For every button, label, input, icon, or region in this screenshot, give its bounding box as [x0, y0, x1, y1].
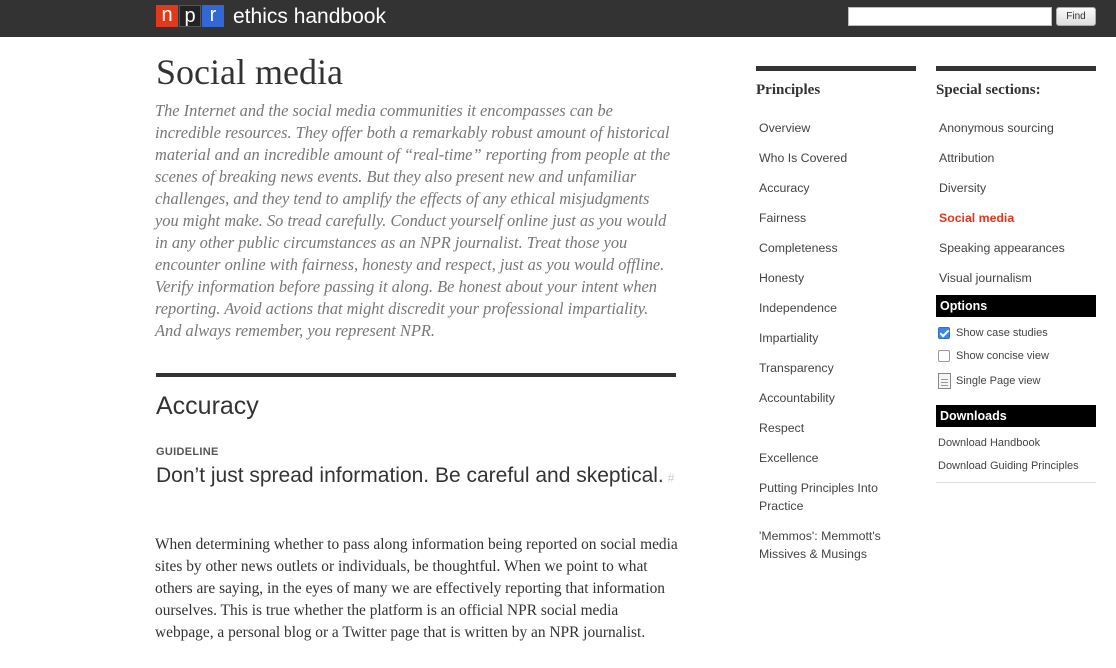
logo-letter-n: n: [156, 5, 178, 27]
guideline-label: GUIDELINE: [156, 446, 219, 458]
principles-item-overview[interactable]: Overview: [759, 121, 811, 135]
page-title: Social media: [156, 52, 343, 92]
principles-item-impartiality[interactable]: Impartiality: [759, 331, 819, 345]
search-input[interactable]: [848, 7, 1052, 26]
principles-item-fairness[interactable]: Fairness: [759, 211, 807, 225]
principles-item-respect[interactable]: Respect: [759, 421, 805, 435]
special-item-anonymous-sourcing[interactable]: Anonymous sourcing: [939, 121, 1054, 135]
guideline-heading: [156, 462, 676, 492]
npr-logo[interactable]: [156, 5, 224, 27]
download-guiding-principles-link[interactable]: Download Guiding Principles: [938, 460, 1079, 472]
download-handbook-link[interactable]: Download Handbook: [938, 437, 1041, 449]
principles-item-honesty[interactable]: Honesty: [759, 271, 805, 285]
single-page-view-link[interactable]: [938, 373, 1040, 389]
special-sections-list: [936, 119, 1096, 287]
special-item-diversity[interactable]: Diversity: [939, 181, 987, 195]
top-bar: [0, 0, 1116, 37]
principles-item-who-is-covered[interactable]: Who Is Covered: [759, 151, 848, 165]
section-divider: [156, 373, 676, 377]
special-item-social-media[interactable]: Social media: [939, 211, 1015, 225]
intro-paragraph: The Internet and the social media communities it encompasses can be incredible resources. They offer both a remarkably robust amount of historical material and an incredible amount of “real-time” reporting from people at the scenes of breaking news events. But they also present new and unfamiliar challenges, and they tend to amplify the effects of any ethical misjudgments you might make. So tread carefully. Conduct yourself online just as you would in any other public circumstances as an NPR journalist. Treat those you encounter online with fairness, honesty and respect, just as you would offline. Verify information before passing it along. Be honest about your intent when reporting. Avoid actions that might discredit your professional impartiality. And always remember, you represent NPR.: [155, 101, 671, 340]
principles-nav: [756, 66, 916, 575]
principles-divider: [756, 66, 916, 71]
downloads-divider: [936, 482, 1096, 483]
find-button[interactable]: Find: [1056, 7, 1096, 26]
special-sections-divider: [936, 66, 1096, 71]
show-concise-view-option[interactable]: [938, 350, 1049, 362]
document-icon: [938, 373, 951, 389]
special-item-visual-journalism[interactable]: Visual journalism: [939, 271, 1032, 285]
logo-letter-r: r: [202, 5, 224, 27]
principles-item-putting-into-practice[interactable]: Putting Principles Into Practice: [759, 481, 878, 513]
principles-item-excellence[interactable]: Excellence: [759, 451, 819, 465]
site-title[interactable]: ethics handbook: [233, 5, 386, 28]
guideline-heading-text: Don’t just spread information. Be careful and skeptical.: [156, 464, 664, 487]
principles-item-memmos[interactable]: 'Memmos': Memmott's Missives & Musings: [759, 529, 881, 561]
show-case-studies-label: Show case studies: [956, 327, 1048, 339]
special-sections-heading: Special sections:: [936, 82, 1041, 98]
principles-item-accuracy[interactable]: Accuracy: [759, 181, 810, 195]
single-page-view-label: Single Page view: [956, 375, 1041, 387]
principles-item-independence[interactable]: Independence: [759, 301, 837, 315]
principles-item-transparency[interactable]: Transparency: [759, 361, 834, 375]
show-concise-view-label: Show concise view: [956, 350, 1049, 362]
body-paragraph: When determining whether to pass along information being reported on social media sites by other news outlets or individuals, be thoughtful. When we point to what others are saying, in the eyes of many we are effectively reporting that information ourselves. This is true whether the platform is an official NPR social media webpage, a personal blog or a Twitter page that is written by an NPR journalist.: [155, 536, 678, 641]
principles-heading: Principles: [756, 82, 821, 98]
section-title: Accuracy: [156, 392, 259, 420]
show-concise-view-checkbox[interactable]: [938, 350, 950, 362]
permalink-hash[interactable]: #: [667, 471, 675, 485]
options-heading: Options: [936, 295, 1096, 317]
show-case-studies-checkbox[interactable]: [938, 327, 950, 339]
show-case-studies-option[interactable]: [938, 327, 1048, 339]
logo-letter-p: p: [179, 5, 201, 27]
special-item-attribution[interactable]: Attribution: [939, 151, 995, 165]
downloads-heading: Downloads: [936, 405, 1096, 427]
principles-item-accountability[interactable]: Accountability: [759, 391, 835, 405]
principles-item-completeness[interactable]: Completeness: [759, 241, 838, 255]
special-sections-nav: [936, 66, 1096, 299]
principles-list: [756, 119, 916, 563]
special-item-speaking-appearances[interactable]: Speaking appearances: [939, 241, 1065, 255]
